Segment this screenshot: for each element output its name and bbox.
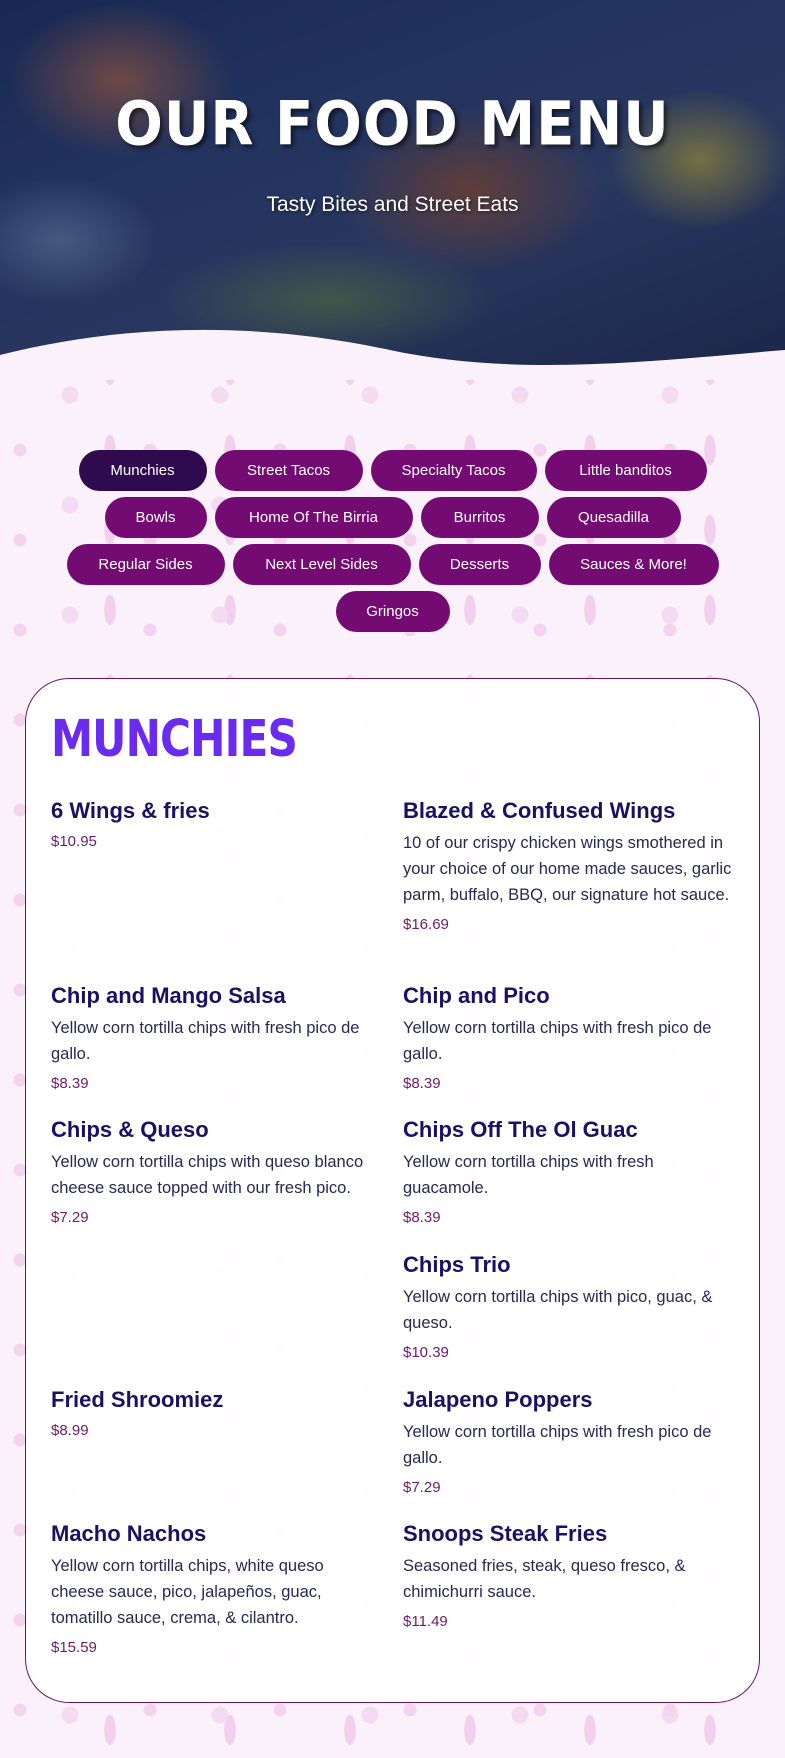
tab-next-level-sides[interactable]: Next Level Sides bbox=[233, 544, 411, 585]
item-description: Yellow corn tortilla chips with fresh pico de gallo. bbox=[403, 1019, 712, 1063]
tab-munchies[interactable]: Munchies bbox=[79, 450, 207, 491]
tab-row-1 bbox=[0, 450, 785, 491]
item-name: Jalapeno Poppers bbox=[403, 1387, 593, 1412]
menu-section-card bbox=[25, 678, 760, 1703]
menu-item[interactable] bbox=[403, 1251, 733, 1364]
item-description: Seasoned fries, steak, queso fresco, & chimichurri sauce. bbox=[403, 1557, 686, 1601]
item-price: $7.29 bbox=[403, 1479, 441, 1496]
tab-gringos[interactable]: Gringos bbox=[336, 591, 450, 632]
tab-row-4 bbox=[0, 591, 785, 632]
item-description: Yellow corn tortilla chips with queso blanco cheese sauce topped with our fresh pico. bbox=[51, 1153, 364, 1197]
item-price: $8.39 bbox=[51, 1075, 89, 1092]
item-name: Macho Nachos bbox=[51, 1521, 207, 1546]
item-name: Snoops Steak Fries bbox=[403, 1521, 608, 1546]
menu-item[interactable] bbox=[403, 1116, 733, 1229]
item-price: $8.39 bbox=[403, 1209, 441, 1226]
category-tabs bbox=[0, 450, 785, 638]
item-price: $10.39 bbox=[403, 1344, 449, 1361]
item-description: Yellow corn tortilla chips with fresh pico de gallo. bbox=[51, 1019, 360, 1063]
tab-desserts[interactable]: Desserts bbox=[419, 544, 541, 585]
menu-item[interactable] bbox=[51, 982, 381, 1095]
item-description: Yellow corn tortilla chips with fresh guacamole. bbox=[403, 1153, 654, 1197]
item-name: 6 Wings & fries bbox=[51, 798, 210, 823]
item-price: $8.99 bbox=[51, 1422, 89, 1439]
menu-item[interactable] bbox=[403, 982, 733, 1095]
menu-item[interactable] bbox=[403, 1386, 733, 1499]
item-name: Chips & Queso bbox=[51, 1117, 209, 1142]
item-price: $10.95 bbox=[51, 833, 97, 850]
menu-item[interactable] bbox=[51, 797, 381, 853]
item-name: Chip and Pico bbox=[403, 983, 550, 1008]
page-subtitle: Tasty Bites and Street Eats bbox=[266, 193, 519, 216]
item-price: $16.69 bbox=[403, 916, 449, 933]
section-title: MUNCHIES bbox=[51, 709, 297, 769]
tab-specialty-tacos[interactable]: Specialty Tacos bbox=[371, 450, 537, 491]
item-description: 10 of our crispy chicken wings smothered in your choice of our home made sauces, garlic parm, buffalo, BBQ, our signature hot sauce. bbox=[403, 834, 732, 904]
tab-row-2 bbox=[0, 497, 785, 538]
tab-little-banditos[interactable]: Little banditos bbox=[545, 450, 707, 491]
item-name: Chips Off The Ol Guac bbox=[403, 1117, 638, 1142]
page-title: OUR FOOD MENU bbox=[115, 89, 670, 160]
menu-item[interactable] bbox=[51, 1386, 381, 1442]
hero-wave-divider bbox=[0, 320, 785, 380]
hero-banner bbox=[0, 0, 785, 380]
menu-item[interactable] bbox=[403, 797, 733, 936]
tab-street-tacos[interactable]: Street Tacos bbox=[215, 450, 363, 491]
tab-home-of-the-birria[interactable]: Home Of The Birria bbox=[215, 497, 413, 538]
tab-sauces-and-more[interactable]: Sauces & More! bbox=[549, 544, 719, 585]
item-name: Fried Shroomiez bbox=[51, 1387, 224, 1412]
item-price: $11.49 bbox=[403, 1613, 448, 1630]
item-description: Yellow corn tortilla chips with fresh pico de gallo. bbox=[403, 1423, 712, 1467]
tab-burritos[interactable]: Burritos bbox=[421, 497, 539, 538]
item-name: Chips Trio bbox=[403, 1252, 511, 1277]
item-price: $15.59 bbox=[51, 1639, 97, 1656]
menu-item[interactable] bbox=[51, 1520, 381, 1659]
menu-item[interactable] bbox=[51, 1116, 381, 1229]
tab-row-3 bbox=[0, 544, 785, 585]
tab-regular-sides[interactable]: Regular Sides bbox=[67, 544, 225, 585]
item-price: $8.39 bbox=[403, 1075, 441, 1092]
item-name: Blazed & Confused Wings bbox=[403, 798, 676, 823]
item-name: Chip and Mango Salsa bbox=[51, 983, 286, 1008]
item-description: Yellow corn tortilla chips, white queso cheese sauce, pico, jalapeños, guac, tomatillo sauce, crema, & cilantro. bbox=[51, 1557, 324, 1627]
item-price: $7.29 bbox=[51, 1209, 89, 1226]
tab-quesadilla[interactable]: Quesadilla bbox=[547, 497, 681, 538]
item-description: Yellow corn tortilla chips with pico, guac, & queso. bbox=[403, 1288, 713, 1332]
menu-item[interactable] bbox=[403, 1520, 733, 1633]
tab-bowls[interactable]: Bowls bbox=[105, 497, 207, 538]
